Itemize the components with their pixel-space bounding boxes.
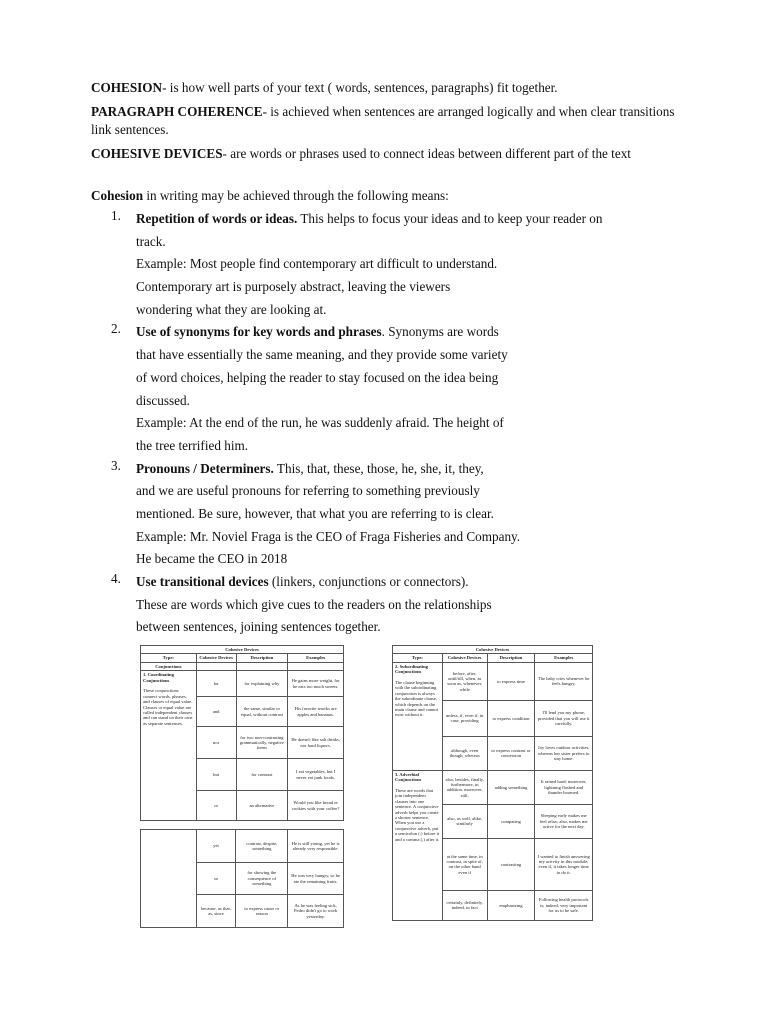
table-cell: I wanted to finish answering my activity in this module; even if, it takes longer time to do it. xyxy=(535,838,593,890)
cohesion-means-intro: Cohesion in writing may be achieved through the following means: xyxy=(91,188,449,203)
table-cell: for two non-contrasting grammatically, negative items xyxy=(236,727,288,759)
table-header: Examples xyxy=(535,654,593,662)
table-header: Examples xyxy=(288,654,344,662)
list-number: 3. xyxy=(111,457,121,473)
list-item: 4. Use transitional devices (linkers, conjunctions or connectors). These are words which give cues to the readers on the relationships between sentences, joining sentences together. xyxy=(111,571,492,635)
list-number: 4. xyxy=(111,571,121,586)
table-cell: Joy loves outdoor activities, whereas her sister prefers to stay home. xyxy=(535,736,593,770)
table-cell: for contrast xyxy=(236,759,288,791)
table-cell: I'll lend you my phone, provided that you will use it carefully. xyxy=(535,700,593,736)
table-header: Type: xyxy=(141,654,197,662)
definition-paragraph-coherence: PARAGRAPH COHERENCE- is achieved when sentences are arranged logically and when clear transitions link sentences. xyxy=(91,104,675,137)
table-cell: emphasizing xyxy=(487,890,535,920)
table-cell: and xyxy=(196,697,236,727)
table-header: Description xyxy=(487,654,535,662)
table-header: Cohesive Devices xyxy=(442,654,487,662)
table-cell: because, as that, as, since xyxy=(196,895,236,928)
term-cohesion: COHESION xyxy=(91,80,163,95)
table-cell: He doesn't like salt drinks, nor hard liquors. xyxy=(288,727,344,759)
table-cell: It rained hard; moreover, lightning flashed and thunder boomed. xyxy=(535,770,593,804)
table-cell: He was very hungry, so he ate the remaining fruits. xyxy=(288,863,344,895)
cohesive-devices-table-left xyxy=(140,645,344,821)
cohesive-devices-table-right xyxy=(392,645,593,921)
table-cell: to express cause or reason xyxy=(236,895,288,928)
table-header: Cohesive Devices xyxy=(196,654,236,662)
table-cell: so xyxy=(196,863,236,895)
table-cell: also, as well, alike, similarly xyxy=(442,804,487,838)
table-cell: for showing the consequence of something xyxy=(236,863,288,895)
term-cohesive-devices: COHESIVE DEVICES xyxy=(91,146,223,161)
type-cell: 1. Coordinating Conjunctions These conjunctions connect words, phrases, and clauses of equal value. Clauses or equal value are called independent clauses and can stand on their own as separate sentences. xyxy=(141,671,197,821)
table-cell: also, besides, finally, furthermore, in addition, moreover, still, xyxy=(442,770,487,804)
table-cell: for xyxy=(196,671,236,697)
table-cell: but xyxy=(196,759,236,791)
term-paragraph-coherence: PARAGRAPH COHERENCE xyxy=(91,104,263,119)
table-cell: before, after, until/till, when, as soon as, whenever, while xyxy=(442,662,487,700)
cohesive-devices-table-left-continued xyxy=(140,829,344,928)
table-cell: certainly, definitely, indeed, in fact xyxy=(442,890,487,920)
list-item: 2. Use of synonyms for key words and phrases. Synonyms are words that have essentially the same meaning, and they provide some variety of word choices, helping the reader to stay focused on the idea being discussed. Example: At the end of the run, he was suddenly afraid. The height of the tree terrified him. xyxy=(111,321,508,453)
list-item: 1. Repetition of words or ideas. This helps to focus your ideas and to keep your reader on track. Example: Most people find contemporary art difficult to understand. Contemporary art is purposely abstract, leaving the viewers wondering what they are looking at. xyxy=(111,208,603,317)
means-list xyxy=(91,208,691,639)
table-cell: an alternative xyxy=(236,791,288,821)
table-cell: The baby cries whenever he feels hungry. xyxy=(535,662,593,700)
list-number: 2. xyxy=(111,321,121,337)
table-cell: I eat vegetables, but I never eat junk foods. xyxy=(288,759,344,791)
type-cell: 2. Subordinating Conjunctions The clause beginning with the subordinating conjunction is always the subordinate clause, which depends on the main clause and cannot exist without it. xyxy=(393,662,443,770)
table-cell: at the same time, in contrast, in spite of, on the other hand even if xyxy=(442,838,487,890)
table-caption: Cohesive Devices xyxy=(141,646,344,654)
type-cell: 3. Adverbial Conjunctions These are words that join independent clauses into one sentence. A conjunctive adverb helps you create a shorter sentence. When you use a conjunctive adverb, put a semicolon (;) before it and a comma (,) after it. xyxy=(393,770,443,920)
table-cell: yet xyxy=(196,830,236,863)
table-cell: or xyxy=(196,791,236,821)
table-cell: although, even though, whereas xyxy=(442,736,487,770)
table-cell: contrast, despite, something xyxy=(236,830,288,863)
table-cell: Would you like bread or cookies with your coffee? xyxy=(288,791,344,821)
table-section-label: Conjunctions xyxy=(141,662,197,670)
table-cell: adding something xyxy=(487,770,535,804)
table-cell: nor xyxy=(196,727,236,759)
definition-cohesion: COHESION- is how well parts of your text ( words, sentences, paragraphs) fit together. xyxy=(91,80,558,95)
table-cell: to express contrast or concession xyxy=(487,736,535,770)
table-cell: Sleeping early makes me feel relax; also, makes me active for the next day. xyxy=(535,804,593,838)
table-header: Type: xyxy=(393,654,443,662)
table-cell: He is still young, yet he is already very responsible. xyxy=(288,830,344,863)
table-cell: for explaining why xyxy=(236,671,288,697)
table-header: Description xyxy=(236,654,288,662)
table-cell: the same, similar or equal, without contrast xyxy=(236,697,288,727)
table-cell: contrasting xyxy=(487,838,535,890)
table-cell: He gains more weight, for he eats too much sweets. xyxy=(288,671,344,697)
list-item: 3. Pronouns / Determiners. This, that, these, those, he, she, it, they, and we are useful pronouns for referring to something previously mentioned. Be sure, however, that what you are referring to is clear. Example: Mr. Noviel Fraga is the CEO of Fraga Fisheries and Company. He became the CEO in 2018 xyxy=(111,457,521,567)
table-cell: His favorite snacks are apples and bananas. xyxy=(288,697,344,727)
table-cell: to express time xyxy=(487,662,535,700)
table-cell: comparing xyxy=(487,804,535,838)
table-cell: to express condition xyxy=(487,700,535,736)
table-cell: As he was feeling sick, Pedro didn't go to work yesterday. xyxy=(288,895,344,928)
list-number: 1. xyxy=(111,208,121,223)
table-cell: Following health protocols is; indeed, very important for us to be safe. xyxy=(535,890,593,920)
table-cell: unless, if, even if, in case, providing xyxy=(442,700,487,736)
table-caption: Cohesive Devices xyxy=(393,646,593,654)
definition-cohesive-devices: COHESIVE DEVICES- are words or phrases used to connect ideas between different part of the text xyxy=(91,146,631,161)
